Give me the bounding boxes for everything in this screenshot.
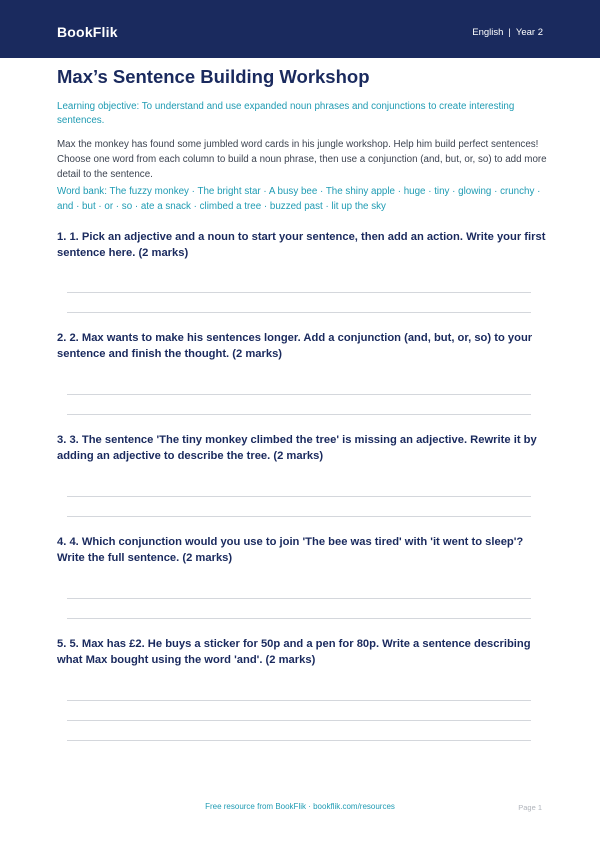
question-4: 4. 4. Which conjunction would you use to join 'The bee was tired' with 'it went to sleep'? Write the full sentence. (2 marks): [57, 536, 524, 564]
answer-line-1b[interactable]: [67, 312, 531, 313]
question-2: 2. 2. Max wants to make his sentences longer. Add a conjunction (and, but, or, so) to your sentence and finish the thought. (2 marks): [57, 332, 533, 360]
answer-line-2b[interactable]: [67, 414, 531, 415]
page-title: Max’s Sentence Building Workshop: [57, 66, 370, 87]
page-number: Page 1: [518, 803, 542, 812]
footer-text[interactable]: Free resource from BookFlik · bookflik.com/resources: [205, 802, 395, 811]
learning-objective: Learning objective: To understand and use expanded noun phrases and conjunctions to create interesting sentences.: [57, 101, 515, 126]
answer-line-4a[interactable]: [67, 598, 531, 599]
question-5: 5. 5. Max has £2. He buys a sticker for 50p and a pen for 80p. Write a sentence describing what Max bought using the word 'and'. (2 marks): [57, 638, 531, 666]
answer-line-4b[interactable]: [67, 618, 531, 619]
brand-logo[interactable]: BookFlik: [57, 24, 118, 40]
question-1: 1. 1. Pick an adjective and a noun to start your sentence, then add an action. Write your first sentence here. (2 marks): [57, 231, 546, 259]
separator: |: [508, 27, 511, 38]
answer-line-3b[interactable]: [67, 516, 531, 517]
subject-year: [472, 27, 543, 38]
answer-line-5b[interactable]: [67, 720, 531, 721]
intro-paragraph: Max the monkey has found some jumbled word cards in his jungle workshop. Help him build perfect sentences! Choose one word from each column to build a noun phrase, then use a conjunction (and, but, or, so) to add more detail to the sentence.: [57, 139, 547, 180]
question-3: 3. 3. The sentence 'The tiny monkey climbed the tree' is missing an adjective. Rewrite it by adding an adjective to describe the tree. (2 marks): [57, 434, 537, 462]
year-label: Year 2: [515, 27, 543, 38]
word-bank: Word bank: The fuzzy monkey · The bright star · A busy bee · The shiny apple · huge · tiny · glowing · crunchy · and · but · or · so · ate a snack · climbed a tree · buzzed past · lit up the sky: [57, 186, 541, 212]
answer-line-5c[interactable]: [67, 740, 531, 741]
header-bar: [0, 0, 600, 58]
answer-line-1a[interactable]: [67, 292, 531, 293]
subject-label: English: [472, 27, 504, 38]
answer-line-3a[interactable]: [67, 496, 531, 497]
answer-line-5a[interactable]: [67, 700, 531, 701]
answer-line-2a[interactable]: [67, 394, 531, 395]
